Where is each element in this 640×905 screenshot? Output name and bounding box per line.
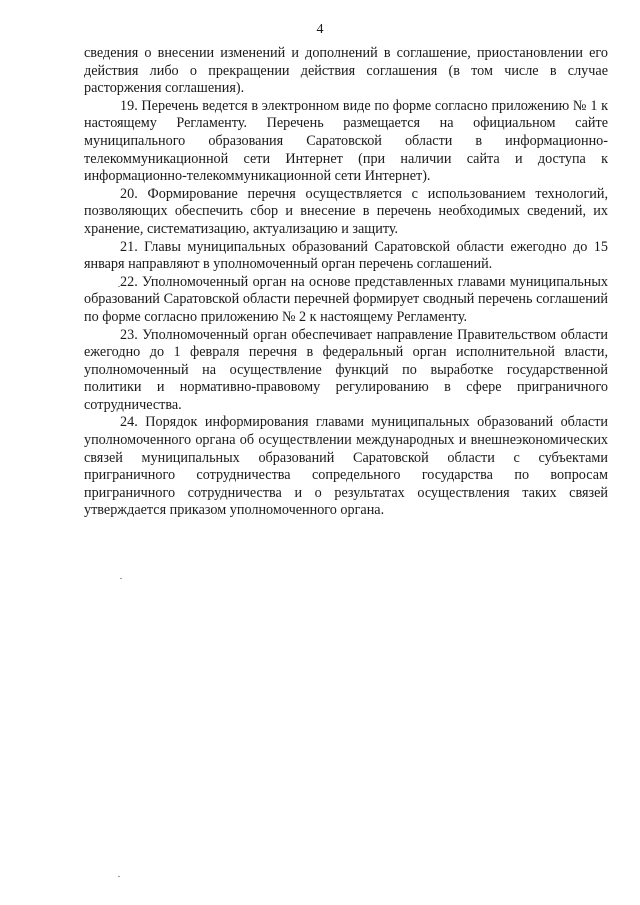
scan-speck xyxy=(120,578,122,579)
paragraph-22: 22. Уполномоченный орган на основе представленных главами муниципальных образований Саратовской области перечней формирует сводный перечень соглашений по форме согласно приложению № 2 к настоящему Регламенту. xyxy=(84,273,608,325)
paragraph-19: 19. Перечень ведется в электронном виде по форме согласно приложению № 1 к настоящему Регламенту. Перечень размещается на официальном сайте муниципального образования Саратовской области в информационно-телекоммуникационной сети Интернет (при наличии сайта и доступа к информационно-телекоммуникационной сети Интернет). xyxy=(84,97,608,185)
document-body xyxy=(84,45,608,520)
paragraph-continuation: сведения о внесении изменений и дополнений в соглашение, приостановлении его действия либо о прекращении действия соглашения (в том числе в случае расторжения соглашения). xyxy=(84,45,608,97)
paragraph-20: 20. Формирование перечня осуществляется с использованием технологий, позволяющих обеспечить сбор и внесение в перечень необходимых сведений, их хранение, систематизацию, актуализацию и защиту. xyxy=(84,185,608,237)
paragraph-23: 23. Уполномоченный орган обеспечивает направление Правительством области ежегодно до 1 февраля перечня в федеральный орган исполнительной власти, уполномоченный на осуществление функций по выработке государственной политики и нормативно-правовому регулированию в сфере приграничного сотрудничества. xyxy=(84,326,608,413)
scan-speck xyxy=(118,286,120,287)
scan-speck xyxy=(118,876,120,877)
paragraph-24: 24. Порядок информирования главами муниципальных образований области уполномоченного органа об осуществлении международных и внешнеэкономических связей муниципальных образований Саратовской области с субъектами приграничного сотрудничества сопредельного государства по вопросам приграничного сотрудничества и о результатах осуществления таких связей утверждается приказом уполномоченного органа. xyxy=(84,414,608,519)
paragraph-21: 21. Главы муниципальных образований Саратовской области ежегодно до 15 января направляют в уполномоченный орган перечень соглашений. xyxy=(84,238,608,273)
page-number: 4 xyxy=(316,22,324,37)
